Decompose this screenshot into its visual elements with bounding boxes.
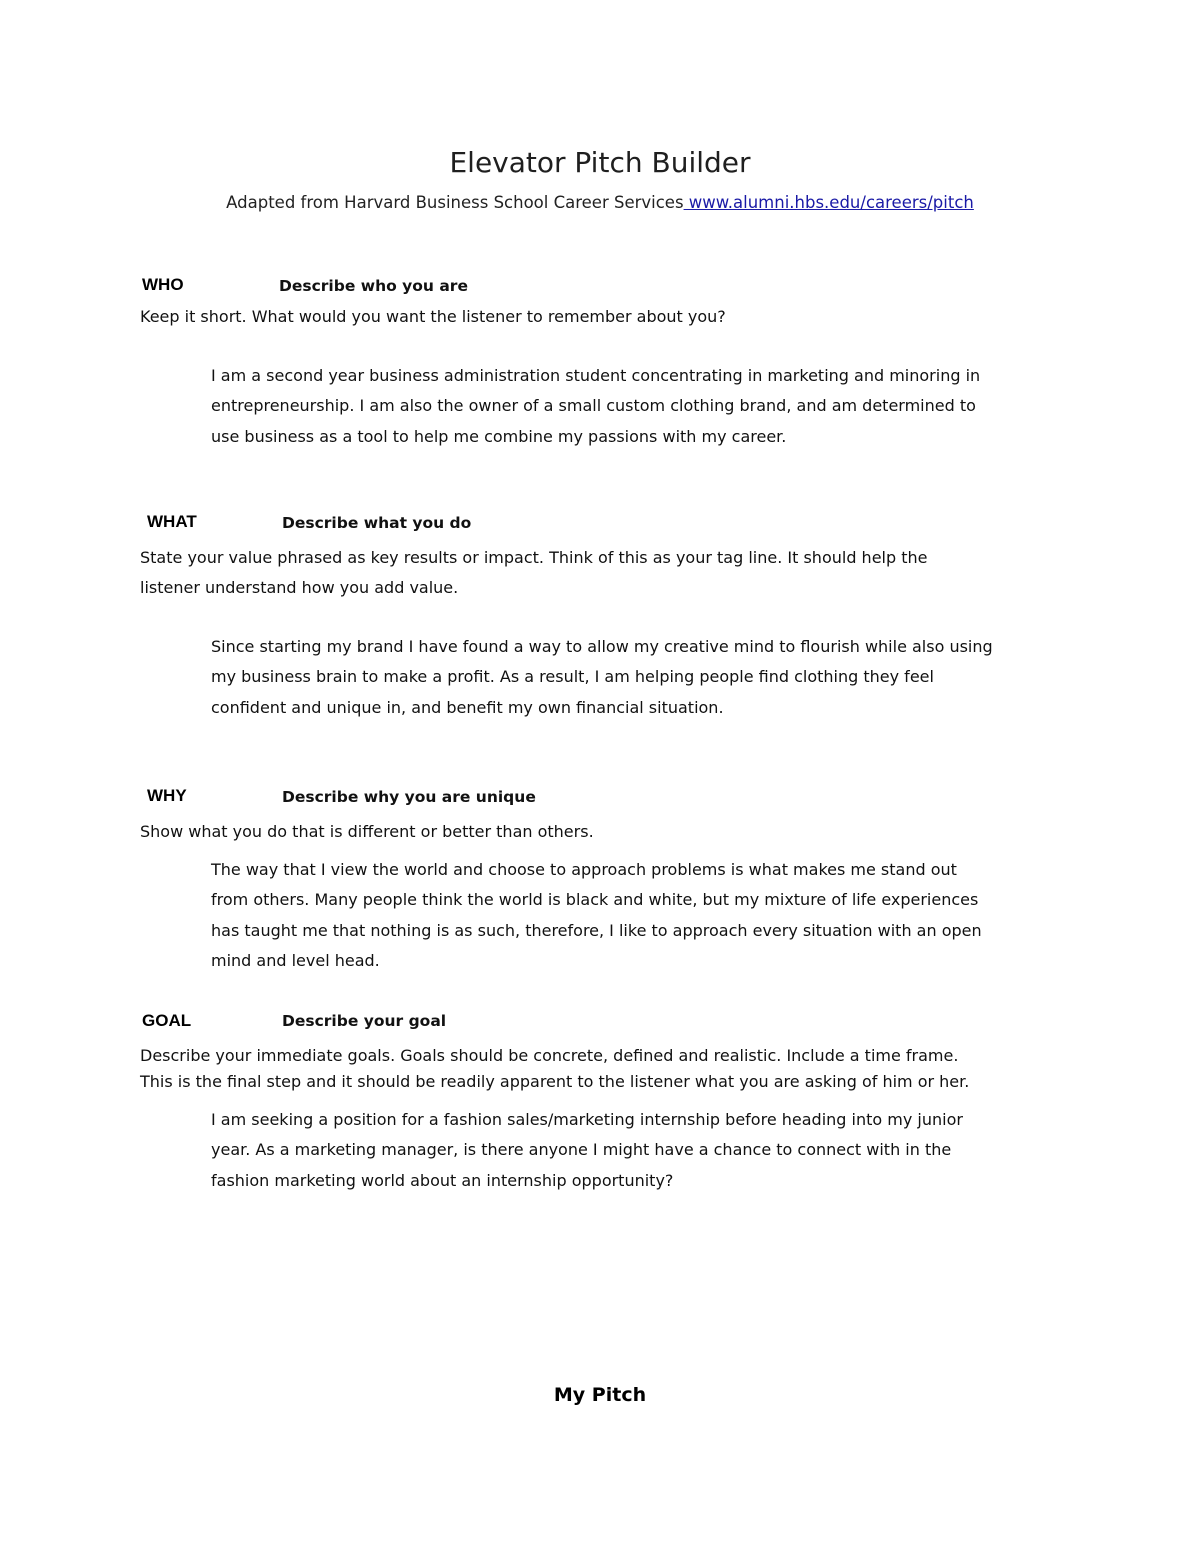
answer-line: has taught me that nothing is as such, therefore, I like to approach every situation with an open bbox=[211, 921, 982, 940]
section-label-who: WHO bbox=[142, 275, 184, 294]
section-describe-goal: Describe your goal bbox=[282, 1012, 447, 1030]
answer-line: entrepreneurship. I am also the owner of a small custom clothing brand, and am determined to bbox=[211, 396, 976, 415]
answer-line: my business brain to make a profit. As a result, I am helping people find clothing they feel bbox=[211, 667, 934, 686]
answer-line: The way that I view the world and choose to approach problems is what makes me stand out bbox=[211, 860, 957, 879]
section-prompt-what: State your value phrased as key results or impact. Think of this as your tag line. It should help the bbox=[140, 548, 928, 567]
section-label-why: WHY bbox=[147, 786, 187, 805]
section-describe-why: Describe why you are unique bbox=[282, 788, 536, 806]
subtitle-source: Adapted from Harvard Business School Career Services bbox=[226, 193, 684, 212]
section-prompt-who: Keep it short. What would you want the listener to remember about you? bbox=[140, 307, 726, 326]
section-describe-what: Describe what you do bbox=[282, 514, 472, 532]
answer-line: from others. Many people think the world is black and white, but my mixture of life experiences bbox=[211, 890, 979, 909]
answer-line: use business as a tool to help me combine my passions with my career. bbox=[211, 427, 787, 446]
my-pitch-heading: My Pitch bbox=[553, 1384, 647, 1406]
section-prompt-why: Show what you do that is different or better than others. bbox=[140, 822, 594, 841]
section-prompt-goal: Describe your immediate goals. Goals should be concrete, defined and realistic. Include a time frame. bbox=[140, 1046, 959, 1065]
section-prompt-what: listener understand how you add value. bbox=[140, 578, 459, 597]
section-label-goal: GOAL bbox=[142, 1011, 192, 1030]
answer-line: year. As a marketing manager, is there anyone I might have a chance to connect with in the bbox=[211, 1140, 952, 1159]
answer-line: I am seeking a position for a fashion sales/marketing internship before heading into my junior bbox=[211, 1110, 963, 1129]
answer-line: Since starting my brand I have found a way to allow my creative mind to flourish while also using bbox=[211, 637, 993, 656]
source-link[interactable]: www.alumni.hbs.edu/careers/pitch bbox=[683, 193, 974, 212]
answer-line: fashion marketing world about an internship opportunity? bbox=[211, 1171, 674, 1190]
answer-line: I am a second year business administration student concentrating in marketing and minoring in bbox=[211, 366, 981, 385]
subtitle bbox=[0, 193, 1200, 212]
answer-line: mind and level head. bbox=[211, 951, 380, 970]
section-describe-who: Describe who you are bbox=[279, 277, 468, 295]
section-prompt-goal: This is the final step and it should be readily apparent to the listener what you are asking of him or her. bbox=[140, 1072, 970, 1091]
answer-line: confident and unique in, and benefit my own financial situation. bbox=[211, 698, 724, 717]
section-label-what: WHAT bbox=[147, 512, 197, 531]
page-title: Elevator Pitch Builder bbox=[449, 146, 751, 179]
